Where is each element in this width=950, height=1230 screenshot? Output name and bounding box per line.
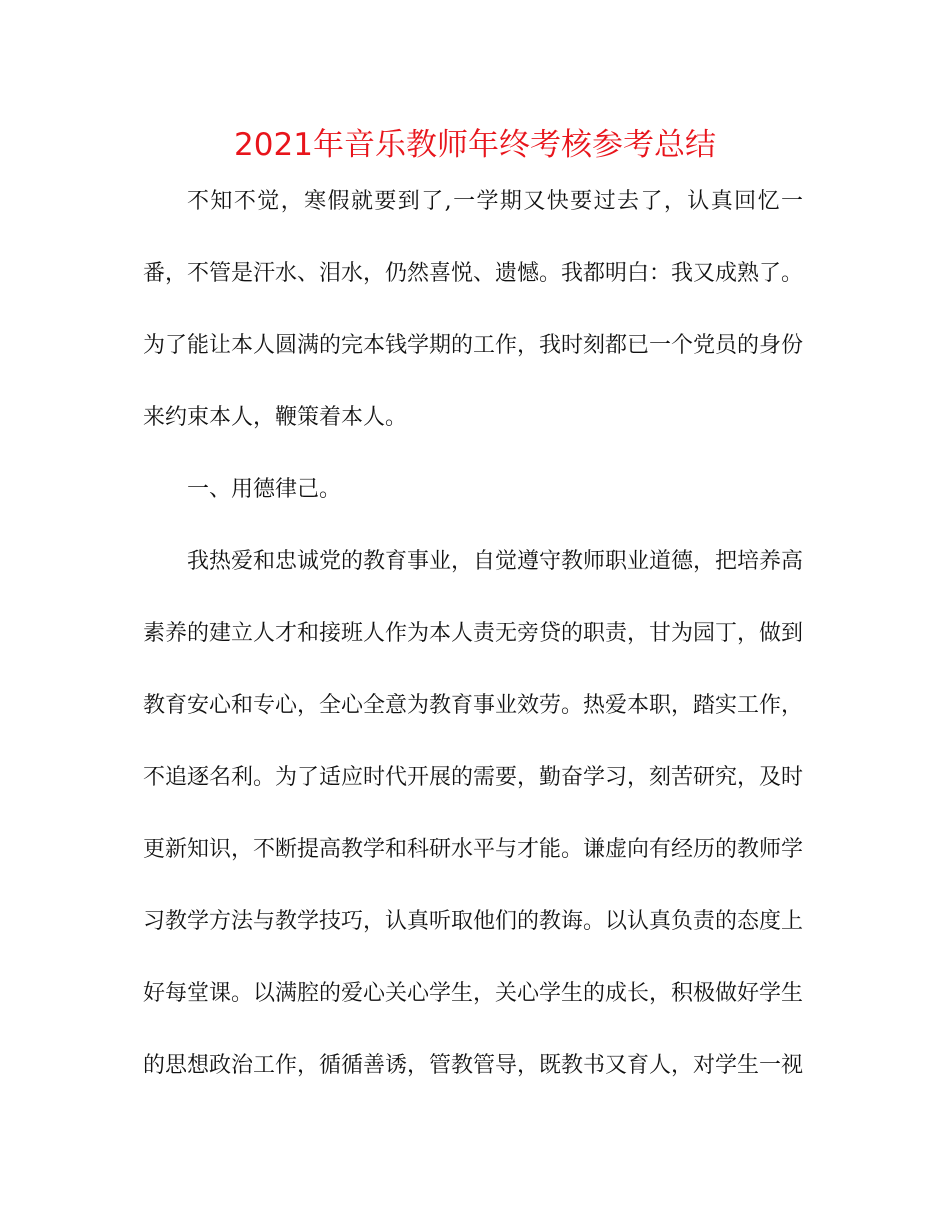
paragraph-intro: 不知不觉，寒假就要到了,一学期又快要过去了，认真回忆一番，不管是汗水、泪水，仍然喜悦、遗憾。我都明白：我又成熟了。为了能让本人圆满的完本钱学期的工作，我时刻都已一个党员的身份来约束本人，鞭策着本人。	[143, 189, 804, 430]
document-body	[143, 166, 803, 1102]
paragraph-section-1: 我热爱和忠诚党的教育事业，自觉遵守教师职业道德，把培养高素养的建立人才和接班人作为本人责无旁贷的职责，甘为园丁，做到教育安心和专心，全心全意为教育事业效劳。热爱本职，踏实工作，不追逐名利。为了适应时代开展的需要，勤奋学习，刻苦研究，及时更新知识，不断提高教学和科研水平与才能。谦虚向有经历的教师学习教学方法与教学技巧，认真听取他们的教诲。以认真负责的态度上好每堂课。以满腔的爱心关心学生，关心学生的成长，积极做好学生的思想政治工作，循循善诱，管教管导，既教书又育人，对学生一视	[143, 549, 804, 1078]
section-heading-1: 一、用德律己。	[187, 477, 342, 502]
document-title: 2021年音乐教师年终考核参考总结	[234, 127, 716, 163]
